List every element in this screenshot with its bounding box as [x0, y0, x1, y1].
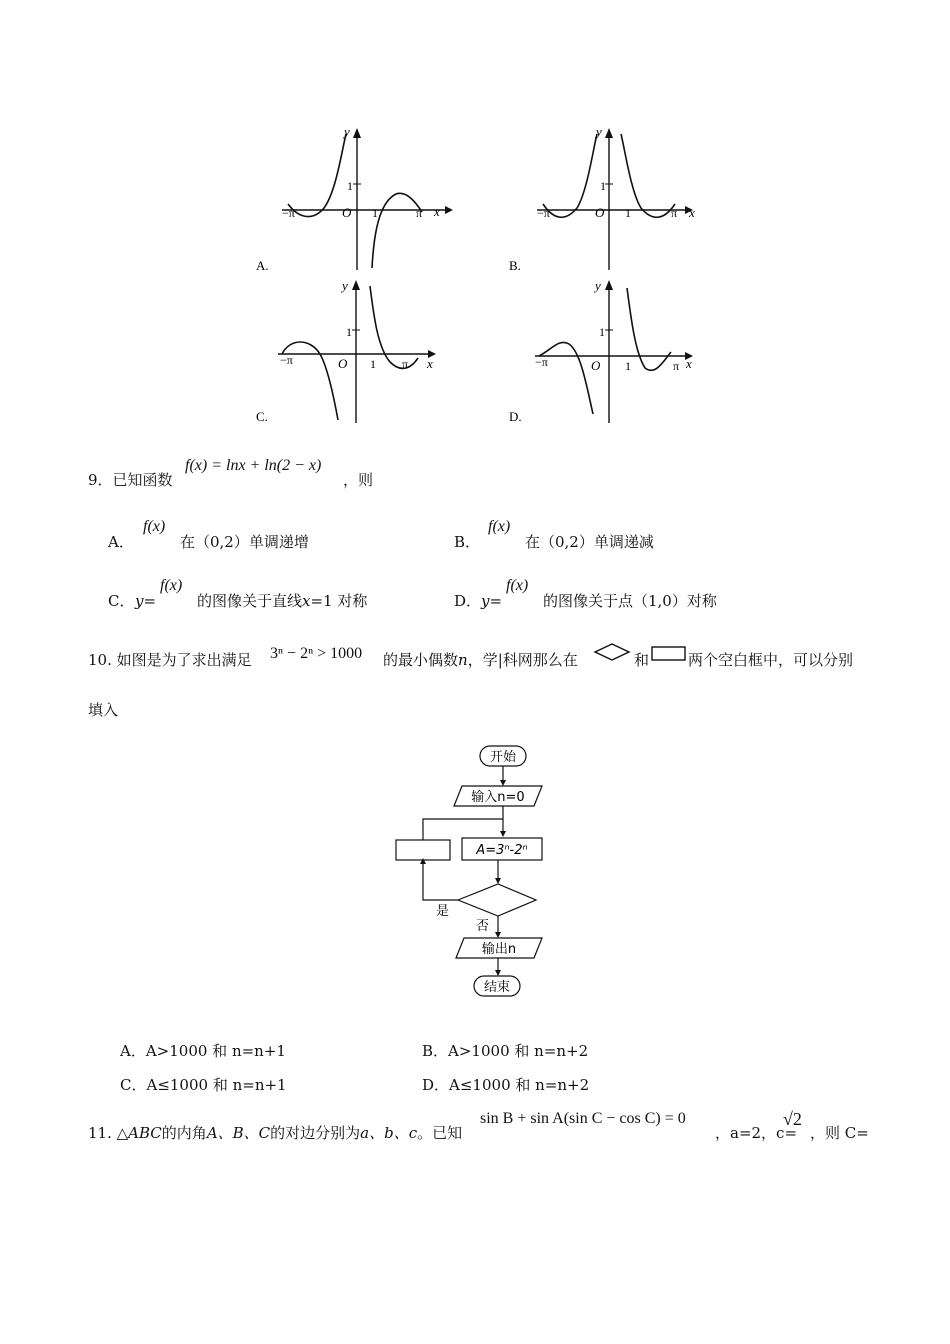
q9-prefix: 已知函数	[112, 471, 173, 489]
graph-b-option-label: B.	[509, 258, 521, 273]
q11-text-b: 的对边分别为	[270, 1124, 361, 1142]
q10-option-a	[120, 1041, 286, 1061]
q9-option-b-formula: f(x)	[488, 518, 511, 535]
graph-b	[505, 120, 715, 280]
graph-b-origin-label: O	[595, 205, 605, 220]
q10-line2: 填入	[88, 701, 119, 719]
flow-input-text: 输入n=0	[471, 790, 525, 805]
q9-option-c-y: y=	[135, 592, 157, 610]
graph-d-one-label: 1	[599, 325, 605, 339]
q10-text-b: ，学|科网那么在	[467, 651, 578, 669]
graph-d-origin-label: O	[591, 358, 601, 373]
graph-a-negpi-label: −π	[282, 206, 295, 220]
q9-option-b-text: 在（0,2）单调递减	[525, 533, 654, 551]
q11-cond-a: ，a=2，c=	[715, 1124, 798, 1142]
q9-option-c-text-b: =1 对称	[310, 592, 368, 610]
q10-option-d-text: A≤1000 和 n=n+2	[449, 1076, 590, 1094]
q9-option-d-formula: f(x)	[506, 577, 529, 594]
q9-option-c-var: x	[302, 592, 311, 610]
q9-suffix: ，则	[343, 471, 374, 489]
q11-abc: ABC	[128, 1124, 162, 1142]
flow-blank-process-box	[396, 840, 450, 860]
q10-option-b-label: B．	[422, 1042, 449, 1060]
graph-c-tick-one: 1	[370, 357, 376, 371]
q10-option-c-label: C．	[120, 1076, 147, 1094]
q10-option-d	[422, 1075, 589, 1095]
diamond-shape-icon	[593, 643, 631, 661]
q9-option-d-y: y=	[481, 592, 503, 610]
q9-option-d-label: D．	[454, 592, 482, 610]
q11-text-a: 的内角	[161, 1124, 207, 1142]
q9-number: 9．	[88, 471, 113, 489]
q9-option-c-label: C．	[108, 592, 135, 610]
q10-text-a: 的最小偶数	[383, 651, 459, 669]
q10-option-b-text: A>1000 和 n=n+2	[448, 1042, 589, 1060]
q11-sides: a、b、c	[360, 1124, 418, 1142]
q10-option-c-text: A≤1000 和 n=n+1	[146, 1076, 287, 1094]
q10-formula: 3ⁿ − 2ⁿ > 1000	[270, 645, 363, 662]
graph-d-option-label: D.	[509, 409, 522, 424]
graph-c-option-label: C.	[256, 409, 268, 424]
q10-option-b	[422, 1041, 588, 1061]
graph-c-one-label: 1	[346, 325, 352, 339]
q11-end: ，则 C=	[810, 1124, 869, 1142]
q9-option-a-text: 在（0,2）单调递增	[180, 533, 309, 551]
q11-prefix: 11. △	[88, 1124, 129, 1142]
q11-text-c: 。已知	[417, 1124, 463, 1142]
q9-formula: f(x) = lnx + ln(2 − x)	[185, 457, 322, 474]
q9-option-c-text-a: 的图像关于直线	[197, 592, 303, 610]
graph-c-negpi-label: −π	[280, 353, 293, 367]
graph-d-pi-label: π	[673, 359, 680, 373]
graph-b-tick-one: 1	[625, 206, 631, 220]
graph-b-pi-label: π	[671, 206, 678, 220]
graph-c-x-label: x	[427, 356, 433, 371]
graph-a-y-label: y	[344, 124, 350, 139]
graph-b-one-label: 1	[600, 179, 606, 193]
q10-option-a-label: A．	[120, 1042, 146, 1060]
flow-no-label: 否	[476, 919, 490, 934]
rectangle-shape-icon	[651, 646, 687, 662]
q9-option-d-text: 的图像关于点（1,0）对称	[543, 592, 717, 610]
graph-a-origin-label: O	[342, 205, 352, 220]
flow-decision-node	[458, 884, 536, 916]
graph-c-y-label: y	[342, 278, 348, 293]
graph-d-y-label: y	[595, 278, 601, 293]
graph-a-tick-one: 1	[372, 206, 378, 220]
q9-option-c-formula: f(x)	[160, 577, 183, 594]
q9-stem	[88, 470, 173, 490]
q9-option-a-label: A．	[108, 533, 134, 551]
q10-option-c	[120, 1075, 287, 1095]
q9-option-a-formula: f(x)	[143, 518, 166, 535]
q11-stem	[88, 1123, 462, 1143]
graph-b-y-label: y	[596, 124, 602, 139]
flowchart	[390, 740, 560, 1002]
graph-a	[250, 120, 460, 280]
graph-d	[505, 278, 715, 428]
graph-b-x-label: x	[689, 205, 695, 220]
q10-text-and: 和	[634, 651, 650, 669]
graph-a-x-label: x	[434, 204, 440, 219]
flow-assign-text: A=3ⁿ-2ⁿ	[476, 843, 528, 858]
q9-option-b-label: B．	[454, 533, 481, 551]
flow-output-text: 输出n	[481, 942, 517, 957]
graph-c-origin-label: O	[338, 356, 348, 371]
graph-d-tick-one: 1	[625, 359, 631, 373]
q10-var-n: n	[458, 651, 468, 669]
graph-c-pi-label: π	[402, 357, 409, 371]
q10-stem-mid	[383, 650, 578, 670]
q10-stem-prefix: 10. 如图是为了求出满足	[88, 651, 252, 669]
flow-start-text: 开始	[489, 750, 517, 765]
graph-a-option-label: A.	[256, 258, 269, 273]
q11-sqrt2: √2	[783, 1109, 802, 1129]
graph-a-pi-label: π	[416, 206, 423, 220]
graph-d-x-label: x	[686, 356, 692, 371]
q10-text-c: 两个空白框中，可以分别	[688, 651, 854, 669]
flow-yes-label: 是	[436, 904, 450, 919]
q9-option-c-text	[197, 591, 367, 611]
flow-end-text: 结束	[483, 980, 511, 995]
graph-a-one-label: 1	[347, 179, 353, 193]
q11-angles: A、B、C	[206, 1124, 271, 1142]
graph-d-negpi-label: −π	[535, 355, 548, 369]
graph-b-negpi-label: −π	[537, 206, 550, 220]
q11-formula: sin B + sin A(sin C − cos C) = 0	[480, 1110, 686, 1127]
q10-option-d-label: D．	[422, 1076, 450, 1094]
graph-c	[250, 278, 460, 428]
q10-option-a-text: A>1000 和 n=n+1	[145, 1042, 286, 1060]
